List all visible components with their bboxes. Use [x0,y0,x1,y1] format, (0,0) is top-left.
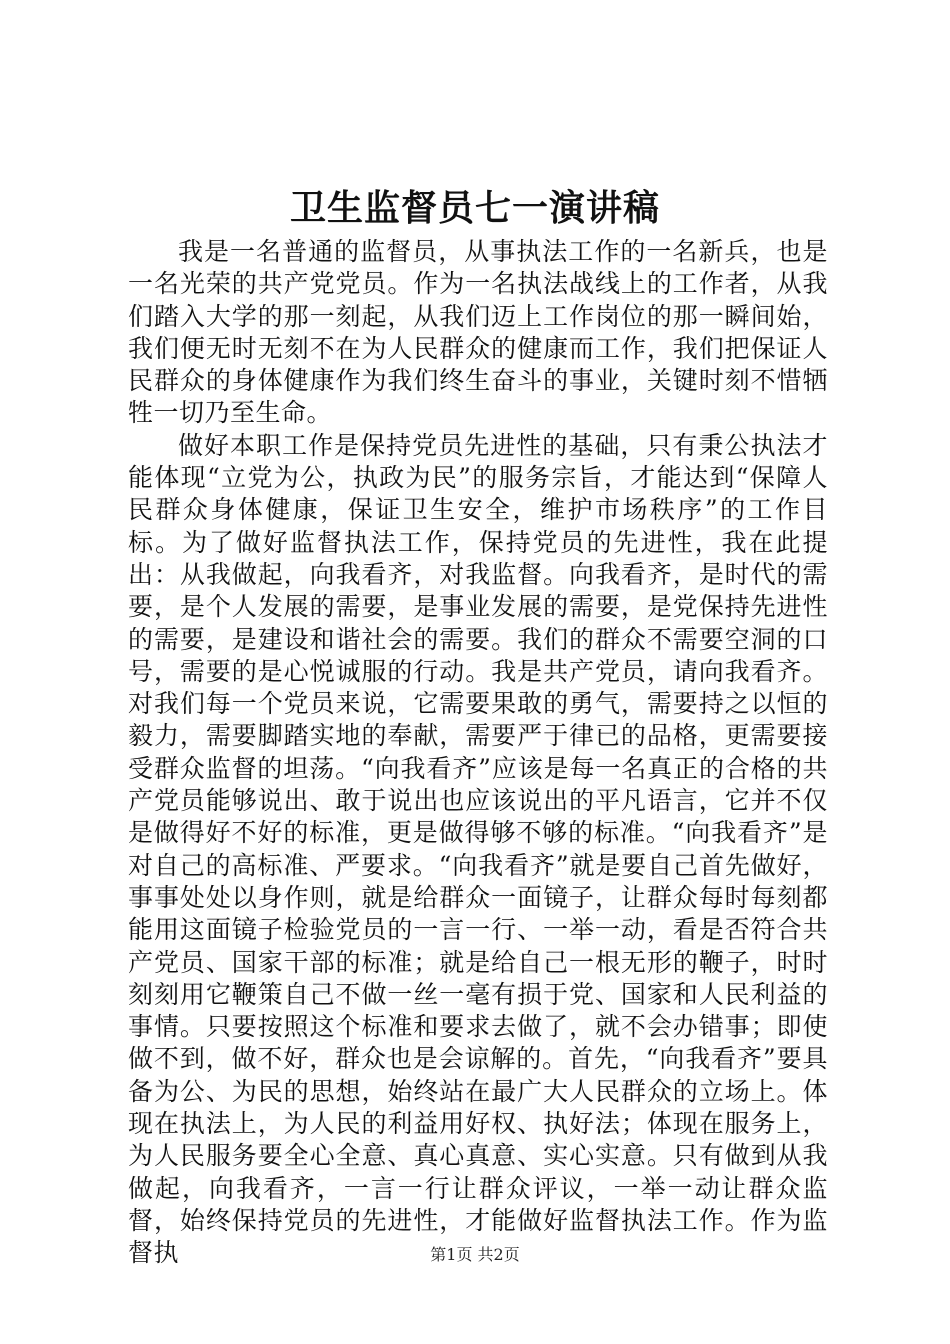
page-footer: 第1页 共2页 [430,1245,520,1264]
document-body [128,236,828,1270]
paragraph-2: 做好本职工作是保持党员先进性的基础，只有秉公执法才能体现“立党为公，执政为民”的服务宗旨，才能达到“保障人民群众身体健康，保证卫生安全，维护市场秩序”的工作目标。为了做好监督执法工作，保持党员的先进性，我在此提出：从我做起，向我看齐，对我监督。向我看齐，是时代的需要，是个人发展的需要，是事业发展的需要，是党保持先进性的需要，是建设和谐社会的需要。我们的群众不需要空洞的口号，需要的是心悦诚服的行动。我是共产党员，请向我看齐。对我们每一个党员来说，它需要果敢的勇气，需要持之以恒的毅力，需要脚踏实地的奉献，需要严于律已的品格，更需要接受群众监督的坦荡。“向我看齐”应该是每一名真正的合格的共产党员能够说出、敢于说出也应该说出的平凡语言，它并不仅是做得好不好的标准，更是做得够不够的标准。“向我看齐”是对自己的高标准、严要求。“向我看齐”就是要自己首先做好，事事处处以身作则，就是给群众一面镜子，让群众每时每刻都能用这面镜子检验党员的一言一行、一举一动，看是否符合共产党员、国家干部的标准；就是给自己一根无形的鞭子，时时刻刻用它鞭策自己不做一丝一毫有损于党、国家和人民利益的事情。只要按照这个标准和要求去做了，就不会办错事；即使做不到，做不好，群众也是会谅解的。首先，“向我看齐”要具备为公、为民的思想，始终站在最广大人民群众的立场上。体现在执法上，为人民的利益用好权、执好法；体现在服务上，为人民服务要全心全意、真心真意、实心实意。只有做到从我做起，向我看齐，一言一行让群众评议，一举一动让群众监督，始终保持党员的先进性，才能做好监督执法工作。作为监督执 [128,430,828,1268]
paragraph-1: 我是一名普通的监督员，从事执法工作的一名新兵，也是一名光荣的共产党党员。作为一名执法战线上的工作者，从我们踏入大学的那一刻起，从我们迈上工作岗位的那一瞬间始，我们便无时无刻不在为人民群众的健康而工作，我们把保证人民群众的身体健康作为我们终生奋斗的事业，关键时刻不惜牺牲一切乃至生命。 [128,237,828,428]
document-title: 卫生监督员七一演讲稿 [289,187,660,229]
